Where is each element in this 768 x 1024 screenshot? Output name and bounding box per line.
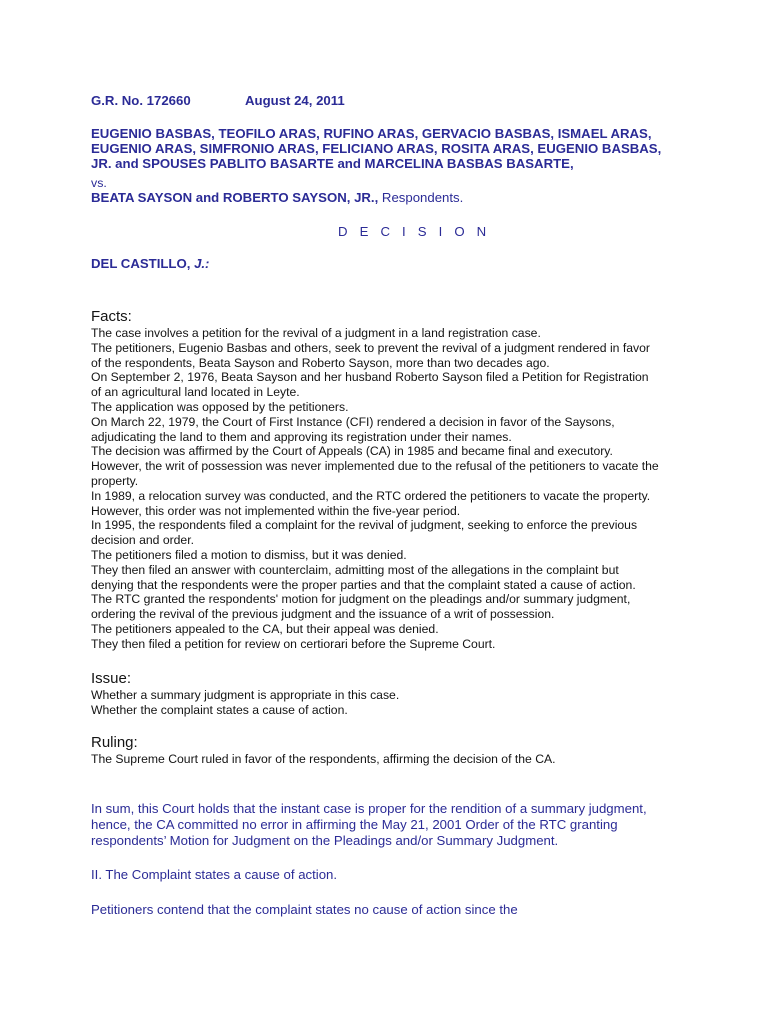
excerpt-paragraph-contention — [91, 902, 691, 918]
facts-line: ordering the revival of the previous judgment and the issuance of a writ of possession. — [91, 607, 555, 622]
facts-line: On March 22, 1979, the Court of First Instance (CFI) rendered a decision in favor of the Saysons, — [91, 414, 615, 429]
respondents-names: BEATA SAYSON and ROBERTO SAYSON, JR., — [91, 190, 379, 205]
ruling-body — [91, 752, 691, 767]
excerpt-line: Petitioners contend that the complaint states no cause of action since the — [91, 902, 518, 917]
issue-line: Whether a summary judgment is appropriate in this case. — [91, 688, 400, 702]
excerpt-paragraph-summary — [91, 801, 691, 849]
facts-line: However, the writ of possession was never implemented due to the refusal of the petitioners to vacate the — [91, 459, 659, 474]
versus-label: vs. — [91, 176, 107, 190]
issue-heading: Issue: — [91, 670, 132, 687]
facts-line: adjudicating the land to them and approving its registration under their names. — [91, 429, 512, 444]
excerpt-line: In sum, this Court holds that the instant case is proper for the rendition of a summary judgment, — [91, 801, 647, 816]
ruling-line: The Supreme Court ruled in favor of the respondents, affirming the decision of the CA. — [91, 752, 556, 766]
petitioners — [91, 126, 691, 171]
issue-line: Whether the complaint states a cause of action. — [91, 702, 348, 717]
case-number: G.R. No. 172660 — [91, 93, 191, 108]
facts-line: On September 2, 1976, Beata Sayson and her husband Roberto Sayson filed a Petition for Registration — [91, 370, 649, 385]
petitioners-line: JR. and SPOUSES PABLITO BASARTE and MARCELINA BASBAS BASARTE, — [91, 156, 574, 171]
ponente-suffix: J.: — [194, 256, 210, 271]
respondents-label: Respondents. — [378, 190, 464, 205]
facts-line: The application was opposed by the petitioners. — [91, 399, 349, 414]
ponente-name: DEL CASTILLO, — [91, 256, 195, 271]
facts-line: The case involves a petition for the revival of a judgment in a land registration case. — [91, 326, 541, 340]
facts-line: denying that the respondents were the proper parties and that the complaint stated a cause of action. — [91, 577, 636, 592]
respondents — [91, 190, 463, 205]
facts-line: They then filed an answer with counterclaim, admitting most of the allegations in the complaint but — [91, 562, 619, 577]
facts-line: In 1989, a relocation survey was conducted, and the RTC ordered the petitioners to vacate the property. — [91, 488, 651, 503]
facts-heading: Facts: — [91, 308, 132, 325]
ruling-heading: Ruling: — [91, 734, 138, 751]
petitioners-line: EUGENIO ARAS, SIMFRONIO ARAS, FELICIANO ARAS, ROSITA ARAS, EUGENIO BASBAS, — [91, 141, 662, 156]
facts-line: The petitioners appealed to the CA, but their appeal was denied. — [91, 621, 439, 636]
facts-line: The petitioners, Eugenio Basbas and others, seek to prevent the revival of a judgment rendered in favor — [91, 340, 650, 355]
facts-line: In 1995, the respondents filed a complaint for the revival of judgment, seeking to enforce the previous — [91, 518, 638, 533]
excerpt-line: II. The Complaint states a cause of action. — [91, 867, 338, 882]
excerpt-line: hence, the CA committed no error in affirming the May 21, 2001 Order of the RTC granting — [91, 817, 618, 832]
ponente — [91, 256, 209, 271]
facts-line: The petitioners filed a motion to dismiss, but it was denied. — [91, 547, 407, 562]
case-date: August 24, 2011 — [245, 93, 345, 108]
facts-line: They then filed a petition for review on certiorari before the Supreme Court. — [91, 636, 496, 651]
facts-line: However, this order was not implemented within the five-year period. — [91, 503, 461, 518]
facts-body — [91, 326, 691, 652]
issue-body — [91, 688, 691, 718]
petitioners-line: EUGENIO BASBAS, TEOFILO ARAS, RUFINO ARAS, GERVACIO BASBAS, ISMAEL ARAS, — [91, 126, 652, 141]
facts-line: The RTC granted the respondents' motion for judgment on the pleadings and/or summary judgment, — [91, 592, 631, 607]
decision-title: D E C I S I O N — [338, 224, 491, 239]
facts-line: The decision was affirmed by the Court of Appeals (CA) in 1985 and became final and executory. — [91, 444, 613, 459]
facts-line: property. — [91, 473, 139, 488]
excerpt-section-heading — [91, 867, 691, 883]
facts-line: decision and order. — [91, 533, 194, 548]
facts-line: of an agricultural land located in Leyte. — [91, 385, 300, 400]
facts-line: of the respondents, Beata Sayson and Roberto Sayson, more than two decades ago. — [91, 355, 550, 370]
excerpt-line: respondents’ Motion for Judgment on the Pleadings and/or Summary Judgment. — [91, 833, 559, 848]
